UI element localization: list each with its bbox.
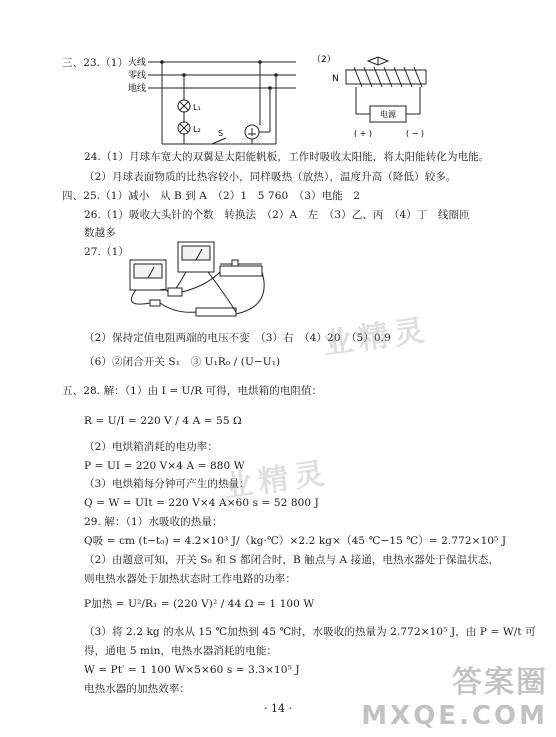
watermark: 业精灵 [220, 455, 333, 506]
q24-part2: （2）月球表面物质的比热容较小，同样吸热（放热），温度升高（降低）较多。 [84, 171, 457, 183]
q29-intro: 29. 解：（1）水吸收的热量： [84, 516, 223, 528]
switch-label: S [218, 129, 224, 138]
experiment-apparatus-diagram [116, 236, 276, 328]
terminal-plus-label: ( + ) [354, 129, 373, 138]
pole-n-label: N [332, 74, 339, 84]
q24-part1: 24.（1）月球车宽大的双翼是太阳能帆板，工作时吸收太阳能，将太阳能转化为电能。 [84, 151, 490, 163]
q29-part2-cont: 则电热水器处于加热状态时工作电路的功率： [84, 573, 296, 585]
lamp2-label: L₂ [193, 125, 201, 134]
q28-part2: （2）电烘箱消耗的电功率： [84, 441, 218, 453]
q25-answer: 四、25.（1）减小 从 B 到 A （2）1 5 760 （3）电能 2 [62, 190, 361, 202]
q23-label: 三、23.（1） [62, 57, 129, 69]
terminal-minus-label: ( − ) [406, 129, 425, 138]
power-source-label: 电源 [380, 110, 396, 119]
q28-intro: 五、28. 解：（1）由 I = U/R 可得，电烘箱的电阻值： [62, 385, 323, 397]
q29-part3: （3）将 2.2 kg 的水从 15 ℃加热到 45 ℃时，水吸收的热量为 2.772×10⁵ J，由 P = W/t 可 [84, 626, 536, 638]
wire-fire-label: 火线 [127, 58, 146, 68]
brand-name: 答案圈 [452, 665, 548, 700]
electromagnet-diagram [312, 52, 452, 144]
wire-neutral-label: 零线 [127, 71, 146, 81]
brand-watermark [361, 657, 548, 731]
q28-heat: Q = W = UIt = 220 V×4 A×60 s = 52 800 J [84, 497, 319, 509]
q27-part2: （2）保持定值电阻两端的电压不变 （3）右 （4）20 （5）0.9 [84, 332, 391, 344]
q26-answer: 26.（1）吸收大头针的个数 转换法 （2）A 左 （3）乙、丙 （4）丁 线圈匝 [84, 209, 470, 221]
q28-resistance: R = U/I = 220 V / 4 A = 55 Ω [84, 415, 242, 427]
q28-power: P = UI = 220 V×4 A = 880 W [84, 460, 245, 472]
watermark: 业精灵 [320, 312, 433, 363]
q26-answer-cont: 数越多 [84, 227, 116, 239]
q29-efficiency: 电热水器的加热效率： [84, 683, 190, 695]
q29-electric-energy: W = Pt′ = 1 100 W×5×60 s = 3.3×10⁵ J [84, 664, 300, 676]
q27-part6: （6）②闭合开关 S₁ ③ U₁R₀ / (U−U₁) [84, 356, 281, 368]
household-circuit-diagram [100, 52, 300, 152]
lamp1-label: L₁ [193, 103, 201, 112]
q27-label: 27.（1） [84, 246, 129, 258]
q29-heat-absorbed: Q吸 = cm (t−t₀) = 4.2×10³ J/（kg·℃）×2.2 kg×（45 ℃−15 ℃）= 2.772×10⁵ J [84, 535, 507, 547]
brand-url: MXQE.COM [361, 701, 548, 731]
q29-heating-power: P加热 = U²/R₁ = (220 V)² / 44 Ω = 1 100 W [84, 598, 315, 610]
page-number: · 14 · [264, 702, 292, 715]
q28-part3: （3）电烘箱每分钟可产生的热量： [84, 478, 250, 490]
diagram2-part-label: （2） [312, 55, 336, 65]
q29-part3-cont: 得，通电 5 min，电热水器消耗的电能： [84, 645, 278, 657]
q29-part2: （2）由题意可知，开关 S₀ 和 S 都闭合时，B 触点与 A 接通，电热水器处于保温状态， [84, 554, 500, 566]
wire-ground-label: 地线 [127, 84, 146, 94]
